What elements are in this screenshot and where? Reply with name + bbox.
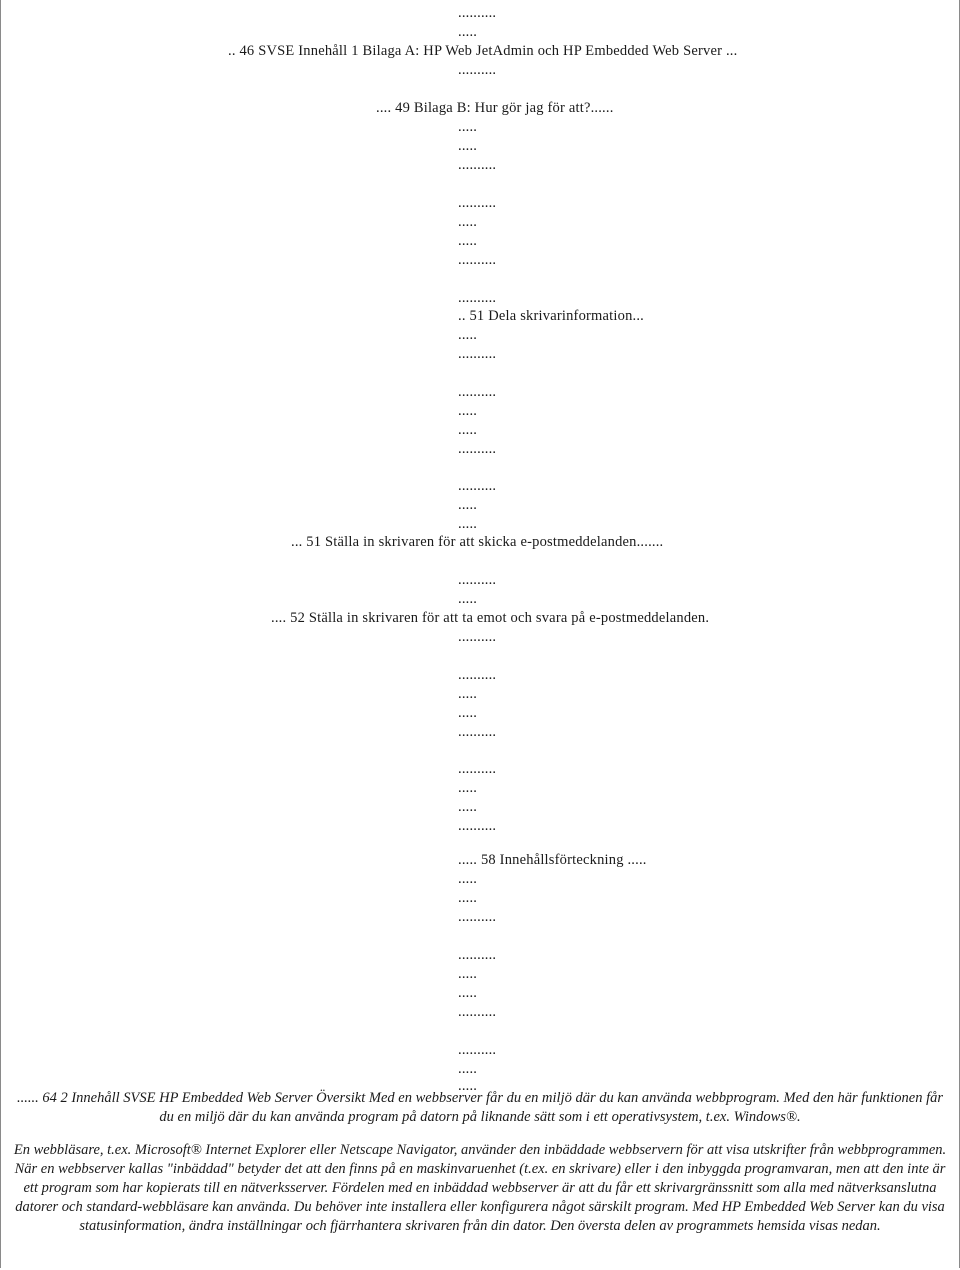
- toc-entry-innehallsforteckning[interactable]: ..... 58 Innehållsförteckning .....: [458, 852, 647, 868]
- toc-line: ..........: [458, 947, 497, 963]
- toc-entry-bilaga-a[interactable]: .. 46 SVSE Innehåll 1 Bilaga A: HP Web JetAdmin och HP Embedded Web Server ...: [228, 43, 738, 59]
- toc-line: ..........: [458, 252, 497, 268]
- toc-entry-ta-emot-e-post[interactable]: .... 52 Ställa in skrivaren för att ta emot och svara på e-postmeddelanden.: [271, 610, 710, 626]
- toc-line: ..........: [458, 761, 497, 777]
- toc-line: .....: [458, 327, 478, 343]
- toc-line: .....: [458, 705, 478, 721]
- overview-paragraph: ...... 64 2 Innehåll SVSE HP Embedded Web Server Översikt Med en webbserver får du en miljö där du kan använda webbprogram. Med den här funktionen får du en miljö där du kan använda program på datorn på liknande sätt som i ett operativsystem, t.ex. Windows®.: [16, 1090, 944, 1125]
- body-text: [8, 1089, 952, 1250]
- toc-line: ..........: [458, 629, 497, 645]
- toc-line: .....: [458, 138, 478, 154]
- toc-line: ..........: [458, 384, 497, 400]
- toc-line: .....: [458, 403, 478, 419]
- toc-line: ..........: [458, 667, 497, 683]
- toc-line: ..........: [458, 572, 497, 588]
- toc-line: .....: [458, 233, 478, 249]
- toc-line: .....: [458, 591, 478, 607]
- toc-line: ..........: [458, 1042, 497, 1058]
- toc-line: ..........: [458, 290, 497, 306]
- toc-line: ..........: [458, 818, 497, 834]
- toc-line: .....: [458, 24, 478, 40]
- toc-line: .....: [458, 516, 478, 532]
- toc-line: ..........: [458, 5, 497, 21]
- toc-line: ..........: [458, 346, 497, 362]
- toc-line: .....: [458, 966, 478, 982]
- toc-line: ..........: [458, 1004, 497, 1020]
- toc-line: .....: [458, 119, 478, 135]
- toc-line: .....: [458, 422, 478, 438]
- toc-line: .....: [458, 497, 478, 513]
- toc-line: ..........: [458, 724, 497, 740]
- toc-line: ..........: [458, 909, 497, 925]
- toc-line: .....: [458, 780, 478, 796]
- toc-line: .....: [458, 1078, 478, 1094]
- toc-line: .....: [458, 890, 478, 906]
- toc-line: ..........: [458, 62, 497, 78]
- toc-line: ..........: [458, 441, 497, 457]
- toc-line: ..........: [458, 157, 497, 173]
- toc-line: ..........: [458, 195, 497, 211]
- web-browser-paragraph: En webbläsare, t.ex. Microsoft® Internet Explorer eller Netscape Navigator, använder den inbäddade webbservern för att visa utskrifter från webbprogrammen. När en webbserver kallas "inbäddad" betyder det att den finns på en maskinvaruenhet (t.ex. en skrivare) eller i den inbyggda programvaran, men att den inte är ett program som har kopierats till en nätverksserver. Fördelen med en inbäddad webbserver är att du får ett skrivargränssnitt som alla med nätverksanslutna datorer och standard-webbläsare kan använda. Du behöver inte installera eller konfigurera något särskilt program. Med HP Embedded Web Server kan du visa statusinformation, ändra inställningar och fjärrhantera skrivaren från din dator. Den översta delen av programmets hemsida visas nedan.: [13, 1142, 947, 1234]
- toc-line: .....: [458, 1061, 478, 1077]
- toc-entry-bilaga-b[interactable]: .... 49 Bilaga B: Hur gör jag för att?......: [376, 100, 614, 116]
- toc-entry-dela-skrivarinformation[interactable]: .. 51 Dela skrivarinformation...: [458, 308, 644, 324]
- toc-line: .....: [458, 985, 478, 1001]
- toc-line: ..........: [458, 478, 497, 494]
- toc-line: .....: [458, 799, 478, 815]
- toc-line: .....: [458, 686, 478, 702]
- toc-line: .....: [458, 871, 478, 887]
- toc-line: .....: [458, 214, 478, 230]
- toc-entry-skicka-e-post[interactable]: ... 51 Ställa in skrivaren för att skicka e-postmeddelanden.......: [291, 534, 664, 550]
